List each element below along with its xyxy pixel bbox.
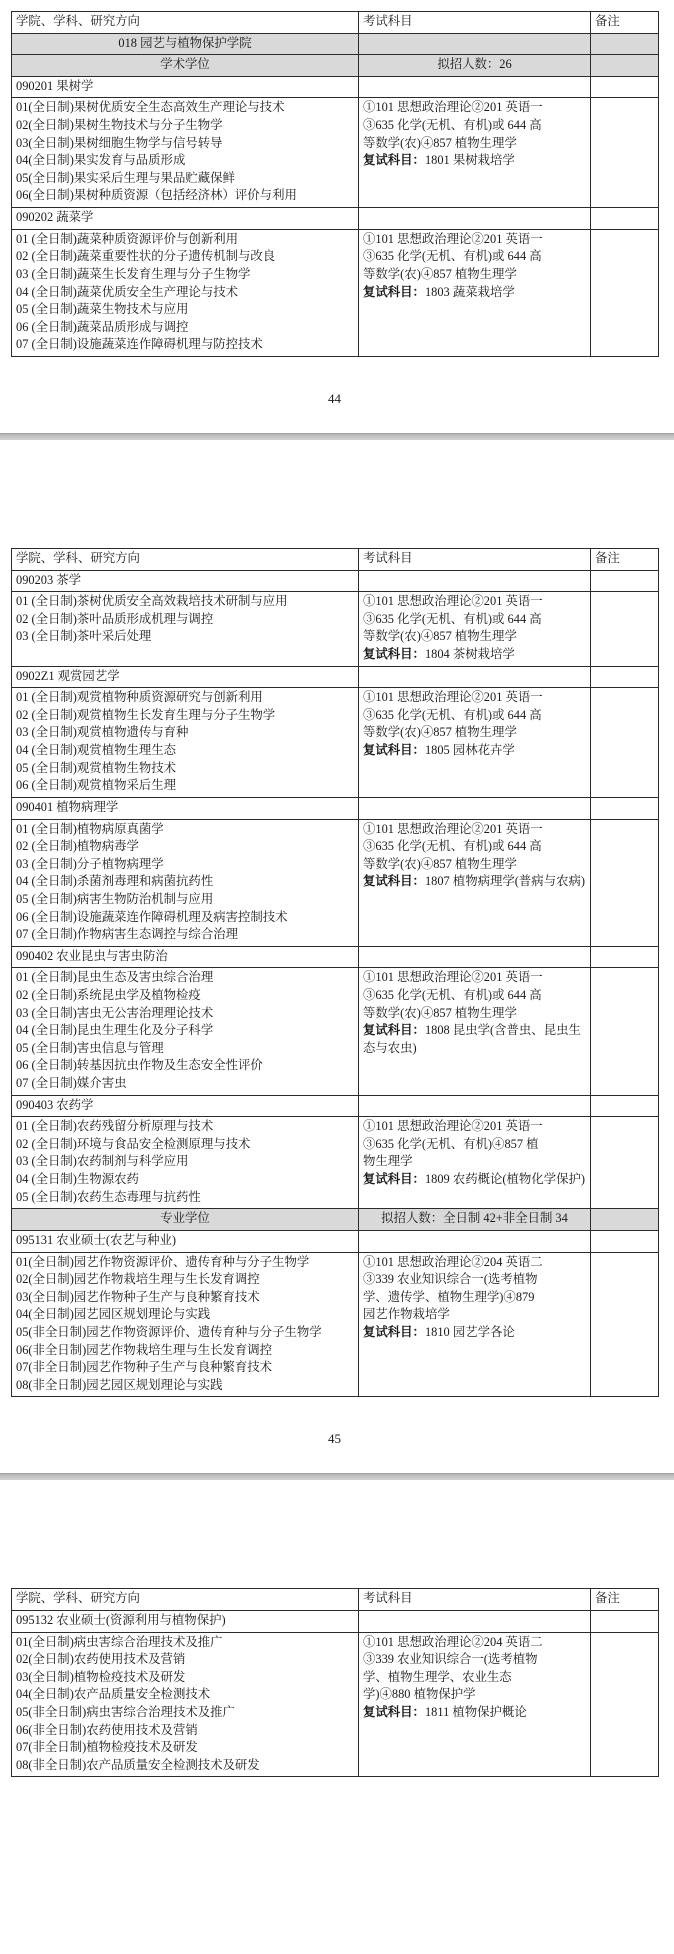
degree-type-cell: 学术学位 [12,55,359,77]
page-top-spacer [11,492,658,548]
document-page [0,481,674,1447]
exam-subject-line: 等数学(农)④857 植物生理学 [363,725,517,740]
degree-note-cell [591,1209,659,1231]
research-direction-item: 06 (全日制)观赏植物采后生理 [16,778,177,793]
research-direction-item: 06(非全日制)农药使用技术及营销 [16,1722,198,1737]
note-cell [591,968,659,1095]
research-direction-item: 07(非全日制)植物检疫技术及研发 [16,1740,198,1755]
exam-subjects-cell [359,98,591,208]
page-separator [0,1447,674,1521]
degree-quota-cell: 拟招人数：26 [359,55,591,77]
retest-line [363,1022,586,1057]
header-cell-subject: 考试科目 [359,1589,591,1611]
document-page [0,1521,674,1799]
major-note-cell [591,570,659,592]
research-direction-item: 03 (全日制)蔬菜生长发育生理与分子生物学 [16,266,251,281]
exam-subject-line: 学)④880 植物保护学 [363,1687,476,1702]
retest-line [363,1324,586,1342]
major-row [12,76,659,98]
detail-row [12,98,659,208]
header-cell-direction: 学院、学科、研究方向 [12,12,359,34]
major-name-cell: 095132 农业硕士(资源利用与植物保护) [12,1611,359,1633]
research-direction-item: 04 (全日制)昆虫生理生化及分子科学 [16,1023,214,1038]
research-direction-item: 01 (全日制)昆虫生态及害虫综合治理 [16,970,214,985]
exam-subject-line: ③635 化学(无机、有机)或 644 高 [363,839,542,854]
retest-value: 1807 植物病理学(普病与农病) [424,874,585,889]
page-bottom-spacer [11,1777,658,1799]
page-number: 44 [328,390,341,406]
header-cell-note: 备注 [591,548,659,570]
research-direction-item: 03 (全日制)茶叶采后处理 [16,629,152,644]
exam-subject-line: ③635 化学(无机、有机)或 644 高 [363,707,542,722]
research-direction-item: 06 (全日制)蔬菜品质形成与调控 [16,319,189,334]
research-direction-item: 08(非全日制)园艺园区规划理论与实践 [16,1377,223,1392]
note-cell [591,229,659,356]
exam-subjects-cell [359,229,591,356]
research-directions-cell [12,968,359,1095]
research-direction-item: 01 (全日制)蔬菜种质资源评价与创新利用 [16,231,238,246]
table-header-row [12,1589,659,1611]
major-subject-cell [359,1095,591,1117]
exam-subject-line: ③339 农业知识综合一(选考植物 [363,1652,538,1667]
major-note-cell [591,1095,659,1117]
exam-subject-line: ①101 思想政治理论②201 英语一 [363,970,543,985]
exam-subject-line: 园艺作物栽培学 [363,1307,450,1322]
retest-line [363,742,586,760]
research-direction-item: 03(全日制)园艺作物种子生产与良种繁育技术 [16,1289,260,1304]
research-direction-item: 07 (全日制)作物病害生态调控与综合治理 [16,927,238,942]
research-direction-item: 01 (全日制)农药残留分析原理与技术 [16,1119,214,1134]
major-name-cell: 090201 果树学 [12,76,359,98]
header-cell-subject: 考试科目 [359,548,591,570]
retest-label: 复试科目： [363,1324,425,1339]
retest-value: 1809 农药概论(植物化学保护) [424,1172,585,1187]
research-direction-item: 05 (全日制)农药生态毒理与抗药性 [16,1189,201,1204]
major-note-cell [591,797,659,819]
research-directions-cell [12,819,359,946]
research-direction-item: 01(全日制)果树优质安全生态高效生产理论与技术 [16,100,285,115]
exam-subject-line: ③635 化学(无机、有机)④857 植 [363,1136,539,1151]
research-direction-item: 02 (全日制)蔬菜重要性状的分子遗传机制与改良 [16,249,276,264]
retest-line [363,152,586,170]
major-subject-cell [359,1611,591,1633]
research-direction-item: 08(非全日制)农产品质量安全检测技术及研发 [16,1757,260,1772]
major-name-cell: 090401 植物病理学 [12,797,359,819]
page-inner [0,481,674,1447]
major-subject-cell [359,946,591,968]
exam-subject-line: ①101 思想政治理论②201 英语一 [363,231,543,246]
school-note-cell [591,33,659,55]
note-cell [591,688,659,798]
page-number: 45 [328,1431,341,1447]
page-separator [0,407,674,481]
research-directions-cell [12,1117,359,1209]
exam-subjects-cell [359,968,591,1095]
research-directions-cell [12,1632,359,1777]
research-directions-cell [12,98,359,208]
research-direction-item: 02 (全日制)观赏植物生长发育生理与分子生物学 [16,707,276,722]
research-direction-item: 02(全日制)园艺作物栽培生理与生长发育调控 [16,1272,260,1287]
major-name-cell: 090202 蔬菜学 [12,208,359,230]
school-subject-cell [359,33,591,55]
school-name-cell: 018 园艺与植物保护学院 [12,33,359,55]
research-direction-item: 02(全日制)农药使用技术及营销 [16,1652,186,1667]
detail-row [12,968,659,1095]
research-direction-item: 01(全日制)园艺作物资源评价、遗传育种与分子生物学 [16,1254,310,1269]
major-note-cell [591,208,659,230]
exam-subjects-cell [359,592,591,666]
detail-row [12,688,659,798]
exam-subject-line: ③635 化学(无机、有机)或 644 高 [363,118,542,133]
note-cell [591,1117,659,1209]
retest-value: 1808 昆虫学(含普虫、昆虫生态与农虫) [363,1023,581,1055]
major-subject-cell [359,570,591,592]
major-row [12,946,659,968]
major-note-cell [591,1230,659,1252]
research-direction-item: 01 (全日制)茶树优质安全高效栽培技术研制与应用 [16,594,288,609]
exam-subject-line: ①101 思想政治理论②201 英语一 [363,821,543,836]
retest-line [363,646,586,664]
table-header-row [12,12,659,34]
header-cell-note: 备注 [591,1589,659,1611]
research-direction-item: 04 (全日制)观赏植物生理生态 [16,743,177,758]
research-direction-item: 02(全日制)果树生物技术与分子生物学 [16,118,223,133]
exam-subjects-cell [359,819,591,946]
research-direction-item: 06 (全日制)设施蔬菜连作障碍机理及病害控制技术 [16,909,288,924]
exam-subject-line: ③339 农业知识综合一(选考植物 [363,1272,538,1287]
note-cell [591,819,659,946]
research-direction-item: 01 (全日制)植物病原真菌学 [16,821,164,836]
note-cell [591,1252,659,1397]
major-name-cell: 095131 农业硕士(农艺与种业) [12,1230,359,1252]
research-direction-item: 06 (全日制)转基因抗虫作物及生态安全性评价 [16,1058,263,1073]
header-cell-direction: 学院、学科、研究方向 [12,1589,359,1611]
page-separator-rule [0,1473,674,1480]
exam-subject-line: ①101 思想政治理论②201 英语一 [363,100,543,115]
research-direction-item: 02 (全日制)植物病毒学 [16,839,139,854]
retest-line [363,284,586,302]
retest-label: 复试科目： [363,647,425,662]
major-note-cell [591,666,659,688]
retest-line [363,1171,586,1189]
exam-subject-line: ①101 思想政治理论②204 英语二 [363,1254,543,1269]
research-direction-item: 06(非全日制)园艺作物栽培生理与生长发育调控 [16,1342,273,1357]
retest-line [363,1704,586,1722]
exam-subject-line: 学、遗传学、植物生理学)④879 [363,1289,535,1304]
exam-subject-line: ③635 化学(无机、有机)或 644 高 [363,987,542,1002]
major-note-cell [591,76,659,98]
exam-subject-line: 等数学(农)④857 植物生理学 [363,135,517,150]
exam-subject-line: 学、植物生理学、农业生态 [363,1669,512,1684]
major-row [12,208,659,230]
exam-subject-line: 物生理学 [363,1154,413,1169]
detail-row [12,592,659,666]
exam-subject-line: ①101 思想政治理论②201 英语一 [363,1119,543,1134]
research-direction-item: 01 (全日制)观赏植物种质资源研究与创新利用 [16,690,263,705]
research-direction-item: 03(全日制)植物检疫技术及研发 [16,1669,186,1684]
degree-note-cell [591,55,659,77]
research-direction-item: 04 (全日制)蔬菜优质安全生产理论与技术 [16,284,238,299]
admissions-table [11,11,659,357]
research-direction-item: 05 (全日制)害虫信息与管理 [16,1040,164,1055]
page-inner [0,0,674,407]
research-direction-item: 06(全日制)果树种质资源（包括经济林）评价与利用 [16,188,297,203]
retest-value: 1801 果树栽培学 [424,153,515,168]
degree-type-row [12,55,659,77]
research-direction-item: 07 (全日制)设施蔬菜连作障碍机理与防控技术 [16,337,263,352]
table-header-row [12,548,659,570]
research-direction-item: 03 (全日制)农药制剂与科学应用 [16,1154,189,1169]
research-direction-item: 05 (全日制)蔬菜生物技术与应用 [16,302,189,317]
detail-row [12,1117,659,1209]
retest-value: 1803 蔬菜栽培学 [424,284,515,299]
research-direction-item: 04 (全日制)杀菌剂毒理和病菌抗药性 [16,874,214,889]
exam-subject-line: 等数学(农)④857 植物生理学 [363,856,517,871]
research-direction-item: 04(全日制)果实发育与品质形成 [16,153,186,168]
exam-subjects-cell [359,1252,591,1397]
school-row [12,33,659,55]
research-direction-item: 03 (全日制)观赏植物遗传与育种 [16,725,189,740]
exam-subjects-cell [359,688,591,798]
research-direction-item: 04(全日制)园艺园区规划理论与实践 [16,1307,211,1322]
major-row [12,1611,659,1633]
retest-value: 1804 茶树栽培学 [424,647,515,662]
detail-row [12,1252,659,1397]
exam-subjects-cell [359,1117,591,1209]
header-cell-subject: 考试科目 [359,12,591,34]
retest-value: 1805 园林花卉学 [424,743,515,758]
research-direction-item: 05 (全日制)病害生物防治机制与应用 [16,891,214,906]
research-directions-cell [12,1252,359,1397]
detail-row [12,1632,659,1777]
major-name-cell: 090203 茶学 [12,570,359,592]
research-direction-item: 07 (全日制)媒介害虫 [16,1076,127,1091]
major-note-cell [591,1611,659,1633]
research-directions-cell [12,592,359,666]
degree-type-row [12,1209,659,1231]
note-cell [591,592,659,666]
admissions-table [11,1588,659,1777]
exam-subjects-cell [359,1632,591,1777]
research-direction-item: 02 (全日制)茶叶品质形成机理与调控 [16,611,214,626]
degree-type-cell: 专业学位 [12,1209,359,1231]
research-direction-item: 03 (全日制)分子植物病理学 [16,856,164,871]
research-direction-item: 07(非全日制)园艺作物种子生产与良种繁育技术 [16,1360,273,1375]
research-direction-item: 02 (全日制)系统昆虫学及植物检疫 [16,987,201,1002]
major-subject-cell [359,1230,591,1252]
retest-value: 1811 植物保护概论 [424,1705,527,1720]
research-direction-item: 05 (全日制)观赏植物生物技术 [16,760,177,775]
major-name-cell: 090403 农药学 [12,1095,359,1117]
major-row [12,666,659,688]
exam-subject-line: 等数学(农)④857 植物生理学 [363,266,517,281]
research-direction-item: 02 (全日制)环境与食品安全检测原理与技术 [16,1136,251,1151]
major-note-cell [591,946,659,968]
retest-label: 复试科目： [363,153,425,168]
research-direction-item: 03(全日制)果树细胞生物学与信号转导 [16,135,223,150]
document-page [0,0,674,407]
research-direction-item: 03 (全日制)害虫无公害治理理论技术 [16,1005,214,1020]
detail-row [12,819,659,946]
research-directions-cell [12,229,359,356]
degree-quota-cell: 拟招人数：全日制 42+非全日制 34 [359,1209,591,1231]
research-direction-item: 05(非全日制)园艺作物资源评价、遗传育种与分子生物学 [16,1324,322,1339]
major-name-cell: 090402 农业昆虫与害虫防治 [12,946,359,968]
major-row [12,570,659,592]
exam-subject-line: ③635 化学(无机、有机)或 644 高 [363,249,542,264]
research-direction-item: 05(全日制)果实采后生理与果品贮藏保鲜 [16,170,235,185]
major-row [12,1230,659,1252]
retest-label: 复试科目： [363,1172,425,1187]
major-row [12,1095,659,1117]
retest-label: 复试科目： [363,1023,425,1038]
page-separator-rule [0,433,674,440]
research-directions-cell [12,688,359,798]
major-subject-cell [359,208,591,230]
note-cell [591,98,659,208]
retest-label: 复试科目： [363,284,425,299]
major-subject-cell [359,666,591,688]
retest-label: 复试科目： [363,743,425,758]
research-direction-item: 01(全日制)病虫害综合治理技术及推广 [16,1634,223,1649]
admissions-table [11,548,659,1397]
exam-subject-line: ①101 思想政治理论②201 英语一 [363,690,543,705]
research-direction-item: 04(全日制)农产品质量安全检测技术 [16,1687,211,1702]
retest-label: 复试科目： [363,874,425,889]
header-cell-direction: 学院、学科、研究方向 [12,548,359,570]
research-direction-item: 05(非全日制)病虫害综合治理技术及推广 [16,1705,235,1720]
major-subject-cell [359,797,591,819]
retest-line [363,873,586,891]
major-name-cell: 0902Z1 观赏园艺学 [12,666,359,688]
research-direction-item: 04 (全日制)生物源农药 [16,1172,139,1187]
exam-subject-line: 等数学(农)④857 植物生理学 [363,1005,517,1020]
major-subject-cell [359,76,591,98]
exam-subject-line: ③635 化学(无机、有机)或 644 高 [363,611,542,626]
page-inner [0,1521,674,1799]
exam-subject-line: ①101 思想政治理论②201 英语一 [363,594,543,609]
retest-label: 复试科目： [363,1705,425,1720]
detail-row [12,229,659,356]
major-row [12,797,659,819]
exam-subject-line: 等数学(农)④857 植物生理学 [363,629,517,644]
exam-subject-line: ①101 思想政治理论②204 英语二 [363,1634,543,1649]
page-top-spacer [11,1532,658,1588]
header-cell-note: 备注 [591,12,659,34]
note-cell [591,1632,659,1777]
retest-value: 1810 园艺学各论 [424,1324,515,1339]
